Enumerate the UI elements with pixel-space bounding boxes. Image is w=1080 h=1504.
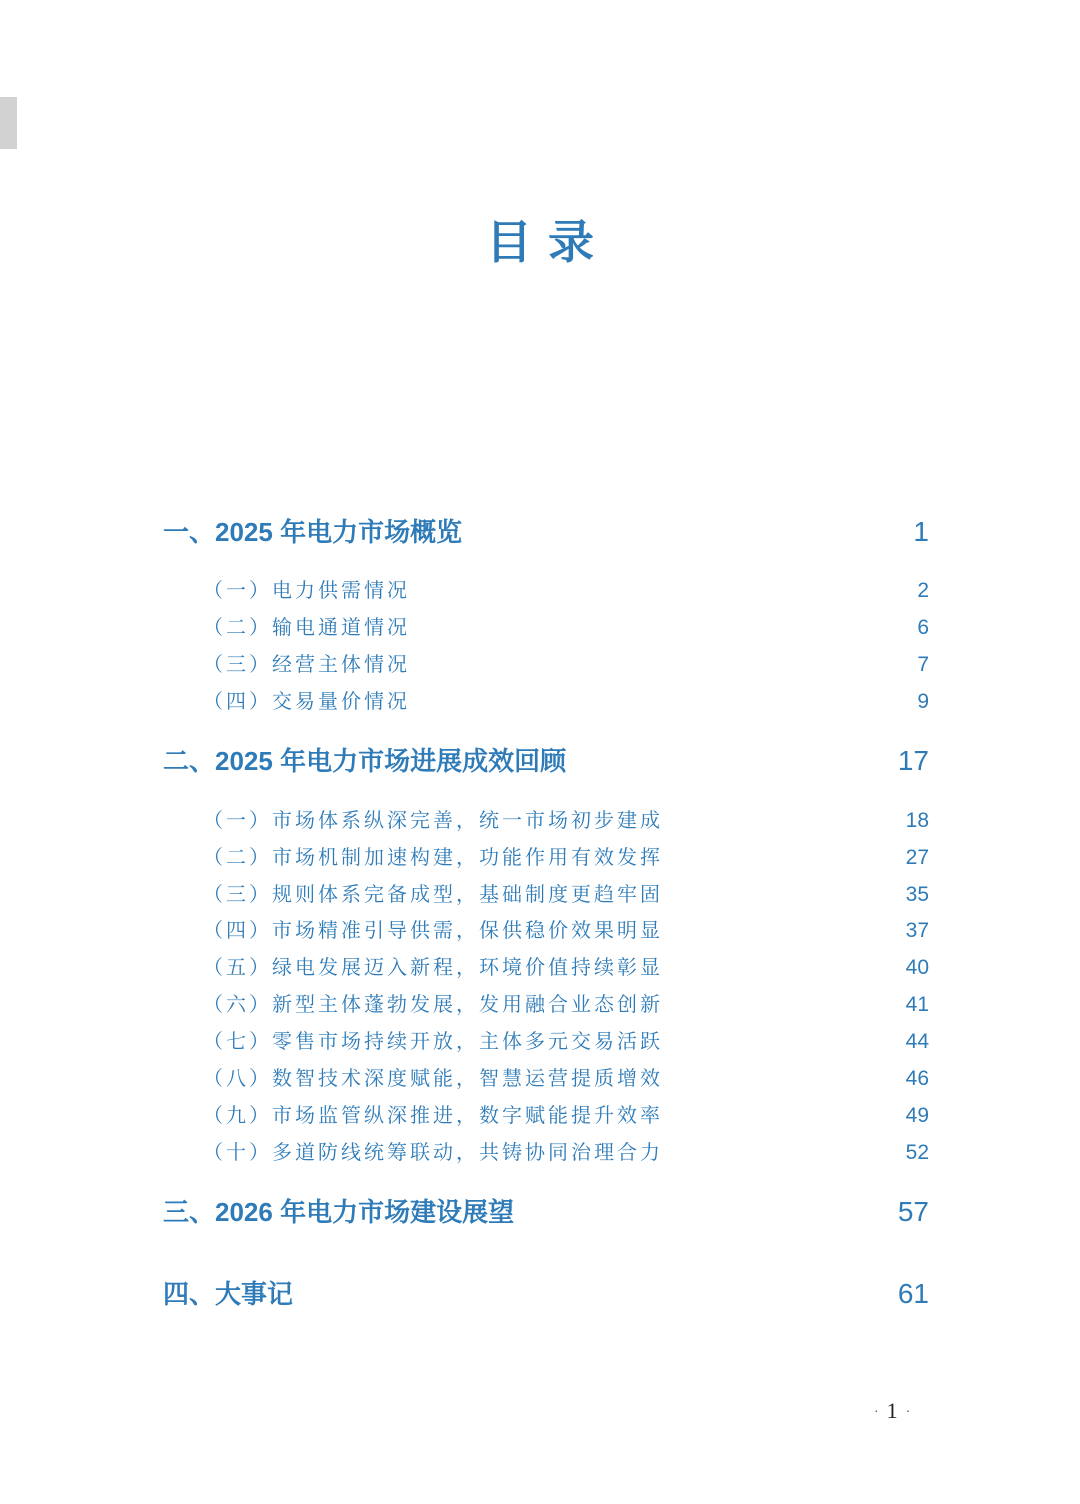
toc-entry-1-1[interactable] [203,574,929,603]
toc-entry-label: 三、2026 年电力市场建设展望 [163,1197,515,1227]
toc-entry-page: 40 [905,956,929,979]
toc-entry-label: （二）市场机制加速构建，功能作用有效发挥 [203,845,663,869]
toc-entry-label: （四）市场精准引导供需，保供稳价效果明显 [203,918,663,942]
toc-entry-2-1[interactable] [203,804,929,833]
toc-entry-page: 44 [905,1030,929,1053]
toc-entry-label: （七）零售市场持续开放，主体多元交易活跃 [203,1029,663,1053]
toc-entry-page: 17 [897,745,929,776]
toc-entry-page: 37 [905,919,929,942]
toc-entry-page: 27 [905,846,929,869]
toc-entry-page: 9 [917,690,929,713]
toc-entry-label: （二）输电通道情况 [203,615,410,639]
toc-entry-4[interactable] [163,1274,929,1311]
toc-entry-label: （八）数智技术深度赋能，智慧运营提质增效 [203,1066,663,1090]
toc-entry-page: 49 [905,1104,929,1127]
toc-entry-page: 35 [905,883,929,906]
toc-entry-1-4[interactable] [203,685,929,714]
page-title: 目 录 [485,215,594,269]
toc-entry-2-5[interactable] [203,951,929,980]
toc-entry-page: 2 [917,579,929,602]
toc-entry-label: （十）多道防线统筹联动，共铸协同治理合力 [203,1140,663,1164]
toc-entry-label: （五）绿电发展迈入新程，环境价值持续彰显 [203,955,663,979]
toc-entry-page: 6 [917,616,929,639]
toc-entry-label: （四）交易量价情况 [203,689,410,713]
toc-entry-label: （六）新型主体蓬勃发展，发用融合业态创新 [203,992,663,1016]
toc-entry-2-9[interactable] [203,1099,929,1128]
toc-entry-2[interactable] [163,741,929,778]
toc-entry-label: （九）市场监管纵深推进，数字赋能提升效率 [203,1103,663,1127]
toc-entry-label: （一）电力供需情况 [203,578,410,602]
toc-entry-label: 二、2025 年电力市场进展成效回顾 [163,746,567,776]
footer-dot-left: · [874,1404,879,1420]
toc-entry-2-8[interactable] [203,1062,929,1091]
toc-entry-1-3[interactable] [203,648,929,677]
toc-entry-page: 52 [905,1141,929,1164]
toc-entry-page: 7 [917,653,929,676]
toc-entry-label: 四、大事记 [163,1279,294,1309]
toc-entry-label: （一）市场体系纵深完善，统一市场初步建成 [203,808,663,832]
toc-entry-1-2[interactable] [203,611,929,640]
toc-entry-2-10[interactable] [203,1136,929,1165]
page-number: 1 [886,1398,898,1423]
toc-entry-1[interactable] [163,512,929,549]
footer-dot-right: · [905,1404,911,1420]
toc-entry-2-3[interactable] [203,878,929,907]
toc-entry-label: （三）经营主体情况 [203,652,410,676]
toc-entry-label: 一、2025 年电力市场概览 [163,517,463,547]
toc-entry-page: 1 [913,516,929,547]
toc-entry-2-7[interactable] [203,1025,929,1054]
toc-entry-2-2[interactable] [203,841,929,870]
toc-entry-page: 18 [905,809,929,832]
toc-entry-page: 41 [905,993,929,1016]
toc-entry-2-4[interactable] [203,914,929,943]
toc-entry-page: 46 [905,1067,929,1090]
page-footer [866,1398,918,1424]
toc-entry-label: （三）规则体系完备成型，基础制度更趋牢固 [203,882,663,906]
toc-entry-page: 61 [897,1278,929,1309]
toc-entry-3[interactable] [163,1192,929,1229]
toc-entry-2-6[interactable] [203,988,929,1017]
toc-entry-page: 57 [897,1196,929,1227]
